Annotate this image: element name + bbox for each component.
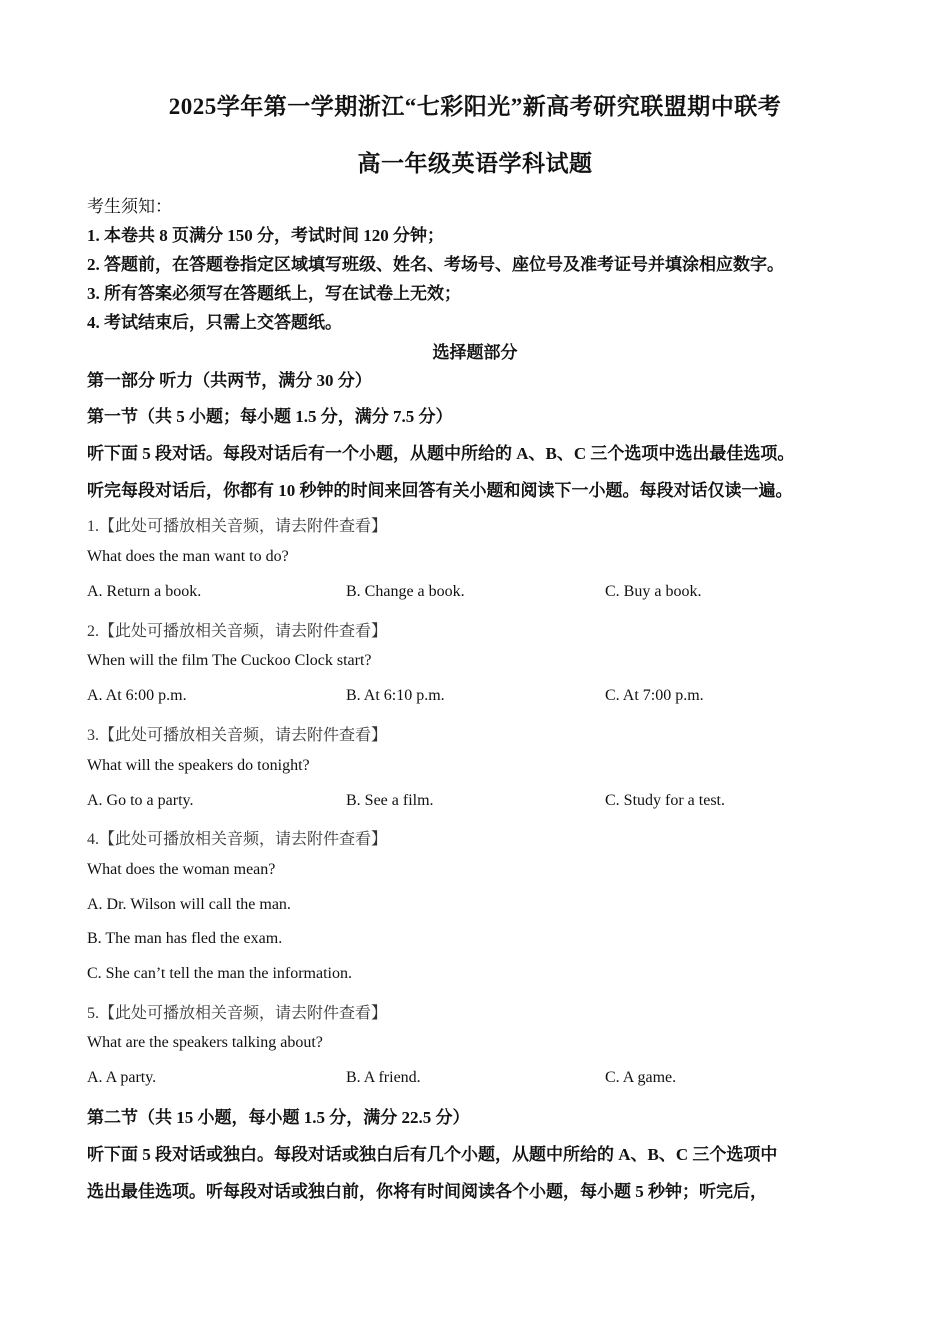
notice-item: 2. 答题前，在答题卷指定区域填写班级、姓名、考场号、座位号及准考证号并填涂相应数字。 <box>87 255 784 274</box>
notice-item: 1. 本卷共 8 页满分 150 分，考试时间 120 分钟； <box>87 226 444 245</box>
audio-placeholder-q4[interactable]: 4.【此处可播放相关音频，请去附件查看】 <box>87 831 388 848</box>
option-a-q5: A. A party. <box>87 1069 157 1086</box>
notice-heading: 考生须知： <box>87 197 172 216</box>
audio-placeholder-q3[interactable]: 3.【此处可播放相关音频，请去附件查看】 <box>87 727 388 744</box>
section1-heading: 第一节（共 5 小题；每小题 1.5 分，满分 7.5 分） <box>87 407 453 426</box>
option-b-q2: B. At 6:10 p.m. <box>346 687 445 704</box>
audio-placeholder-q2[interactable]: 2.【此处可播放相关音频，请去附件查看】 <box>87 623 388 640</box>
section2-instruction: 选出最佳选项。听每段对话或独白前，你将有时间阅读各个小题，每小题 5 秒钟；听完后， <box>87 1182 767 1201</box>
audio-placeholder-q1[interactable]: 1.【此处可播放相关音频，请去附件查看】 <box>87 518 388 535</box>
section-title: 选择题部分 <box>432 343 518 362</box>
exam-subtitle: 高一年级英语学科试题 <box>357 151 593 176</box>
question-stem-q5: What are the speakers talking about? <box>87 1034 323 1051</box>
option-b-q5: B. A friend. <box>346 1069 421 1086</box>
option-c-q5: C. A game. <box>605 1069 677 1086</box>
option-b-q4: B. The man has fled the exam. <box>87 930 283 947</box>
notice-item: 3. 所有答案必须写在答题纸上，写在试卷上无效； <box>87 284 461 303</box>
option-b-q1: B. Change a book. <box>346 583 465 600</box>
notice-item: 4. 考试结束后，只需上交答题纸。 <box>87 313 342 332</box>
option-c-q1: C. Buy a book. <box>605 583 702 600</box>
option-a-q1: A. Return a book. <box>87 583 202 600</box>
audio-placeholder-q5[interactable]: 5.【此处可播放相关音频，请去附件查看】 <box>87 1005 388 1022</box>
option-b-q3: B. See a film. <box>346 792 434 809</box>
option-a-q2: A. At 6:00 p.m. <box>87 687 187 704</box>
option-c-q2: C. At 7:00 p.m. <box>605 687 704 704</box>
option-c-q4: C. She can’t tell the man the information. <box>87 965 352 982</box>
option-c-q3: C. Study for a test. <box>605 792 725 809</box>
question-stem-q3: What will the speakers do tonight? <box>87 757 310 774</box>
section2-heading: 第二节（共 15 小题，每小题 1.5 分，满分 22.5 分） <box>87 1108 470 1127</box>
exam-title: 2025学年第一学期浙江“七彩阳光”新高考研究联盟期中联考 <box>168 94 782 119</box>
section1-instruction: 听完每段对话后，你都有 10 秒钟的时间来回答有关小题和阅读下一小题。每段对话仅读一遍。 <box>87 481 793 500</box>
part1-heading: 第一部分 听力（共两节，满分 30 分） <box>87 371 372 390</box>
section2-instruction: 听下面 5 段对话或独白。每段对话或独白后有几个小题，从题中所给的 A、B、C 三个选项中 <box>87 1145 778 1164</box>
question-stem-q2: When will the film The Cuckoo Clock start? <box>87 652 372 669</box>
question-stem-q1: What does the man want to do? <box>87 548 289 565</box>
option-a-q3: A. Go to a party. <box>87 792 194 809</box>
option-a-q4: A. Dr. Wilson will call the man. <box>87 896 291 913</box>
question-stem-q4: What does the woman mean? <box>87 861 276 878</box>
section1-instruction: 听下面 5 段对话。每段对话后有一个小题，从题中所给的 A、B、C 三个选项中选出最佳选项。 <box>87 444 795 463</box>
